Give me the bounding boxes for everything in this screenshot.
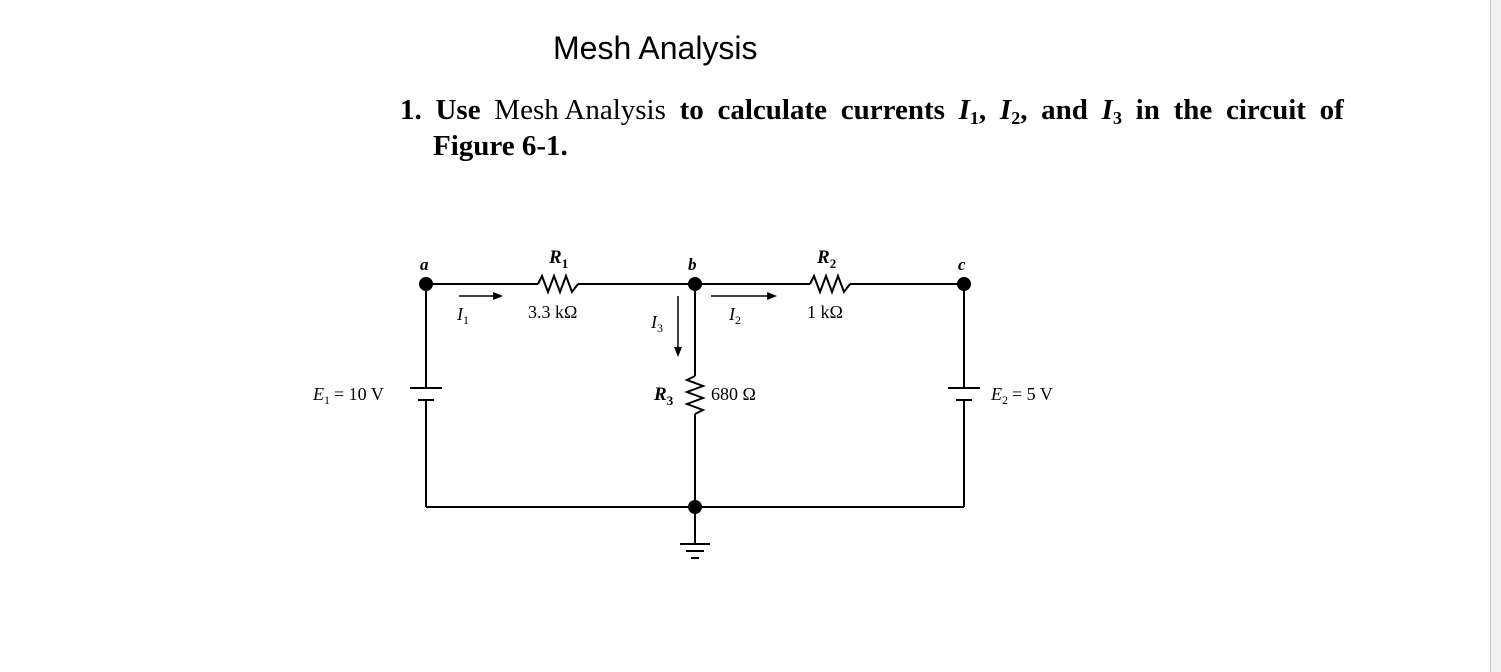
vertical-scrollbar[interactable]	[1490, 0, 1501, 672]
problem-number: 1.	[400, 94, 422, 126]
page-title: Mesh Analysis	[553, 30, 758, 66]
r1-zigzag	[538, 276, 578, 292]
battery-e2-symbol	[948, 388, 980, 400]
node-ground-dot	[688, 500, 702, 514]
word-calculate: calculate	[717, 94, 828, 126]
arrow-i2	[711, 292, 777, 300]
r2-zigzag	[810, 276, 850, 292]
node-b-label: b	[688, 255, 697, 274]
e1-label: $E_1 = 10$ V	[313, 384, 384, 407]
i3-label: $I_3$	[651, 312, 663, 335]
i2-label: $I_2$	[729, 304, 741, 327]
current-i2-ref: $I_2$,	[999, 94, 1028, 128]
figure-reference: Figure 6-1.	[433, 130, 568, 162]
word-and: and	[1041, 94, 1088, 126]
node-a-label: a	[420, 255, 429, 274]
word-to: to	[679, 94, 704, 126]
current-i1-ref: $I_1$,	[958, 94, 987, 128]
r2-symbol: $R_2$	[817, 247, 837, 271]
e2-label: $E_2 = 5$ V	[991, 384, 1053, 407]
node-c-dot	[957, 277, 971, 291]
i1-label: $I_1$	[457, 304, 469, 327]
ground-icon	[680, 544, 710, 558]
word-in: in	[1135, 94, 1160, 126]
current-i3-ref: $I_3$	[1101, 94, 1122, 128]
r3-value: 680 Ω	[711, 384, 756, 404]
word-use: Use	[435, 94, 481, 126]
method-name: Mesh Analysis	[494, 94, 666, 126]
arrow-i3	[674, 296, 682, 357]
word-the: the	[1173, 94, 1213, 126]
word-currents: currents	[840, 94, 945, 126]
r1-value: 3.3 kΩ	[528, 302, 578, 322]
node-a-dot	[419, 277, 433, 291]
r3-symbol: $R_3$	[654, 384, 674, 408]
r3-zigzag	[687, 376, 703, 414]
word-circuit: circuit	[1225, 94, 1306, 126]
node-b-dot	[688, 277, 702, 291]
r1-symbol: $R_1$	[549, 247, 569, 271]
arrow-i1	[459, 292, 503, 300]
battery-e1-symbol	[410, 388, 442, 400]
word-of: of	[1319, 94, 1344, 126]
r2-value: 1 kΩ	[807, 302, 843, 322]
node-c-label: c	[958, 255, 966, 274]
